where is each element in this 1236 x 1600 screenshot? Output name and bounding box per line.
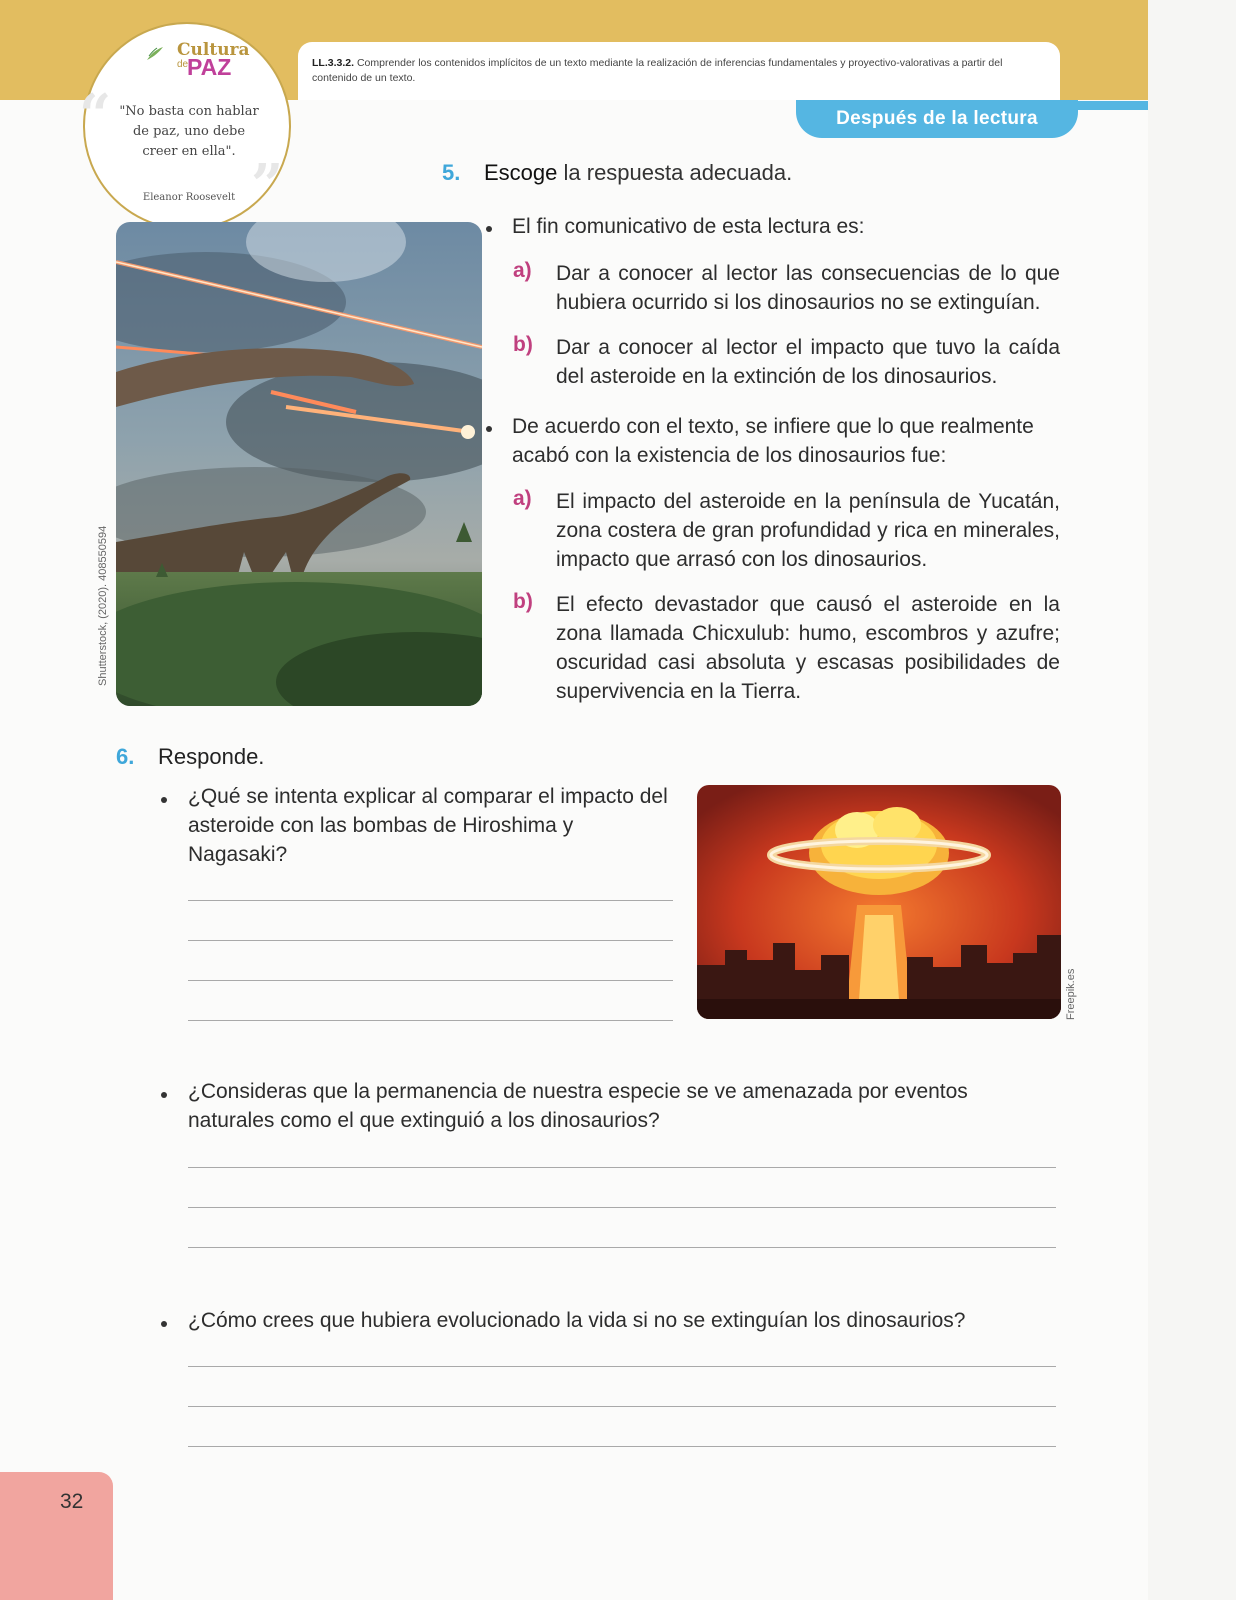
learning-objective <box>298 42 1060 100</box>
bullet-icon <box>161 1321 167 1327</box>
q5-verb: Escoge <box>484 160 558 185</box>
answer-line[interactable] <box>188 1406 1056 1407</box>
q6-title: Responde. <box>158 744 265 769</box>
bullet-icon <box>161 1092 167 1098</box>
q5-1-option-b: Dar a conocer al lector el impacto que tuvo la caída del asteroide en la extinción de los dinosaurios. <box>556 336 1060 388</box>
logo-cultura: Cultura <box>177 40 250 60</box>
q5-item-1: El fin comunicativo de esta lectura es: <box>512 215 865 238</box>
answer-line[interactable] <box>188 1020 673 1021</box>
logo-de: de <box>177 59 189 70</box>
q6-question-1: ¿Qué se intenta explicar al comparar el impacto del asteroide con las bombas de Hiroshima y Nagasaki? <box>188 785 668 866</box>
q5-number: 5. <box>442 160 461 185</box>
q5-2-option-b-letter: b) <box>513 590 533 613</box>
answer-line[interactable] <box>188 1207 1056 1208</box>
explosion-image <box>697 785 1061 1019</box>
answer-line[interactable] <box>188 1247 1056 1248</box>
bullet-icon <box>161 797 167 803</box>
q5-1-option-a-letter: a) <box>513 259 532 282</box>
answer-line[interactable] <box>188 980 673 981</box>
bullet-icon <box>486 426 492 432</box>
open-quote-icon: “ <box>79 82 112 148</box>
q6-number: 6. <box>116 744 135 769</box>
bullet-icon <box>486 226 492 232</box>
quote-author: Eleanor Roosevelt <box>142 192 236 203</box>
objective-code: LL.3.3.2. <box>312 57 355 69</box>
page-number-tab <box>0 1472 113 1600</box>
peace-quote-box <box>79 22 291 230</box>
q5-instruction <box>484 160 792 186</box>
q5-2-option-a: El impacto del asteroide en la península de Yucatán, zona costera de gran profundidad y rica en minerales, impacto que arrasó con los dinosaurios. <box>556 490 1060 571</box>
q6-question-3: ¿Cómo crees que hubiera evolucionado la vida si no se extinguían los dinosaurios? <box>188 1309 966 1332</box>
q6-question-2: ¿Consideras que la permanencia de nuestra especie se ve amenazada por eventos naturales como el que extinguió a los dinosaurios? <box>188 1080 968 1132</box>
answer-line[interactable] <box>188 1446 1056 1447</box>
q5-1-option-b-letter: b) <box>513 333 533 356</box>
page-number: 32 <box>60 1490 84 1513</box>
answer-line[interactable] <box>188 1167 1056 1168</box>
q5-item-2: De acuerdo con el texto, se infiere que lo que realmente acabó con la existencia de los dinosaurios fue: <box>512 415 1034 467</box>
dove-leaf-icon <box>145 44 165 64</box>
q5-1-option-a: Dar a conocer al lector las consecuencias de lo que hubiera ocurrido si los dinosaurios no se extinguían. <box>556 262 1060 314</box>
page-margin <box>1148 0 1236 1600</box>
q5-instruction-rest: la respuesta adecuada. <box>557 160 793 185</box>
answer-line[interactable] <box>188 940 673 941</box>
explosion-image-credit: Freepik.es <box>1065 968 1077 1020</box>
q5-2-option-b: El efecto devastador que causó el asteroide en la zona llamada Chicxulub: humo, escombros y azufre; oscuridad casi absoluta y escasas posibilidades de supervivencia en la Tierra. <box>556 593 1060 703</box>
logo-paz: PAZ <box>187 54 232 80</box>
close-quote-icon: ” <box>251 152 284 218</box>
objective-text: Comprender los contenidos implícitos de un texto mediante la realización de inferencias fundamentales y proyectivo-valorativas a partir del contenido de un texto. <box>312 57 1003 84</box>
section-tab: Después de la lectura <box>796 100 1078 138</box>
dinosaur-meteor-image <box>116 222 482 706</box>
answer-line[interactable] <box>188 900 673 901</box>
q5-2-option-a-letter: a) <box>513 487 532 510</box>
peace-quote: "No basta con hablar de paz, uno debe creer en ella". <box>119 104 259 159</box>
answer-line[interactable] <box>188 1366 1056 1367</box>
dinosaur-image-credit: Shutterstock, (2020). 408550594 <box>97 525 109 686</box>
